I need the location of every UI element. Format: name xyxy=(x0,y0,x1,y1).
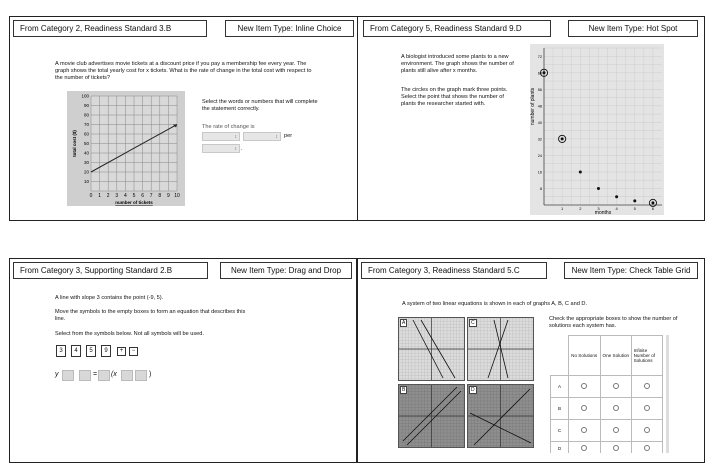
radio-d-infinite[interactable] xyxy=(631,442,662,454)
rate-denominator-dropdown[interactable] xyxy=(202,144,240,153)
data-point xyxy=(615,195,618,198)
radio-c-one[interactable] xyxy=(600,420,631,442)
panel-drag-and-drop xyxy=(9,258,357,463)
y-tick-label: 50 xyxy=(83,141,89,147)
y-tick-label: 90 xyxy=(83,103,89,109)
row-label-d: D xyxy=(551,442,569,454)
graph-c xyxy=(467,317,534,381)
data-point xyxy=(633,199,636,202)
x-tick-label: 2 xyxy=(106,193,110,199)
y-tick-label: 56 xyxy=(537,87,542,92)
panel-check-table-grid xyxy=(357,258,705,463)
x-tick-label: 6 xyxy=(651,206,655,211)
graph-d xyxy=(467,384,534,448)
y-axis-label: number of plants xyxy=(530,87,536,126)
x-tick-label: 6 xyxy=(141,193,144,199)
radio-c-none[interactable] xyxy=(569,420,600,442)
symbol-5[interactable]: 5 xyxy=(86,345,96,357)
symbol-3[interactable]: 3 xyxy=(56,345,66,357)
y-tick-label: 100 xyxy=(81,93,89,99)
scatter-graph xyxy=(530,44,664,215)
radio-icon[interactable] xyxy=(644,445,650,451)
row-label-c: C xyxy=(551,420,569,442)
y-tick-label: 64 xyxy=(537,71,542,76)
y-tick-label: 10 xyxy=(83,179,89,185)
equation-equals: = xyxy=(93,371,98,378)
y-tick-label: 16 xyxy=(537,170,542,175)
graph-b xyxy=(398,384,465,448)
radio-a-infinite[interactable] xyxy=(631,376,662,398)
period: . xyxy=(241,146,243,152)
question-prompt: A movie club advertises movie tickets at a discount price if you pay a membership fee every year. The graph shows the total yearly cost for x tickets. What is the rate of change in the total cost with respect to the number of tickets? xyxy=(55,61,312,81)
graph-label-c: C xyxy=(471,320,475,326)
drop-box-2[interactable] xyxy=(79,370,91,381)
dropdown-arrow-icon: ↕ xyxy=(275,134,278,140)
data-point xyxy=(597,187,600,190)
radio-b-one[interactable] xyxy=(600,398,631,420)
check-table xyxy=(550,335,663,453)
col-header-infinite-solutions: Infinite Number of Solutions xyxy=(631,336,662,376)
x-tick-label: 3 xyxy=(115,193,119,199)
line-graph-svg xyxy=(67,91,185,206)
x-tick-label: 1 xyxy=(561,206,564,211)
question-prompt-2: The circles on the graph mark three points. Select the point that shows the number of plants the researcher started with. xyxy=(401,87,508,107)
data-point xyxy=(579,170,582,173)
radio-d-none[interactable] xyxy=(569,442,600,454)
item-type-header: New Item Type: Check Table Grid xyxy=(564,262,698,279)
y-tick-label: 80 xyxy=(83,112,89,118)
x-tick-label: 3 xyxy=(597,206,600,211)
drop-box-5[interactable] xyxy=(135,370,147,381)
radio-icon[interactable] xyxy=(613,445,619,451)
y-axis-label: total cost ($) xyxy=(72,130,77,157)
graph-c-svg xyxy=(468,318,533,380)
y-tick-label: 30 xyxy=(83,160,89,166)
question-prompt-2: Move the symbols to the empty boxes to form an equation that describes this line. xyxy=(55,309,246,322)
x-tick-label: 9 xyxy=(167,193,170,199)
rate-value-dropdown[interactable] xyxy=(202,132,240,141)
radio-icon[interactable] xyxy=(581,383,587,389)
category-header: From Category 3, Readiness Standard 5.C xyxy=(361,262,547,279)
y-tick-label: 70 xyxy=(83,122,89,128)
radio-icon[interactable] xyxy=(644,405,650,411)
radio-icon[interactable] xyxy=(581,405,587,411)
x-tick-label: 5 xyxy=(633,206,636,211)
y-tick-label: 8 xyxy=(539,186,542,191)
item-type-header: New Item Type: Drag and Drop xyxy=(220,262,352,279)
question-prompt: A system of two linear equations is shown in each of graphs A, B, C and D. xyxy=(402,301,588,307)
instruction-text: Select the words or numbers that will complete the statement correctly. xyxy=(202,99,318,112)
panel-inline-choice xyxy=(9,16,358,221)
drop-box-4[interactable] xyxy=(121,370,133,381)
symbol-minus[interactable]: − xyxy=(129,347,138,356)
graph-a xyxy=(398,317,465,381)
symbol-9[interactable]: 9 xyxy=(101,345,111,357)
x-tick-label: 8 xyxy=(158,193,162,199)
symbol-plus[interactable]: + xyxy=(117,347,126,356)
x-tick-label: 5 xyxy=(132,193,136,199)
graph-label-b: B xyxy=(402,387,406,393)
radio-icon[interactable] xyxy=(613,427,619,433)
question-prompt-3: Select from the symbols below. Not all symbols will be used. xyxy=(55,331,204,337)
radio-b-infinite[interactable] xyxy=(631,398,662,420)
col-header-one-solution: One Solution xyxy=(600,336,631,376)
x-tick-label: 4 xyxy=(124,193,127,199)
graph-label-a: A xyxy=(402,320,406,326)
rate-label: The rate of change is xyxy=(202,124,255,130)
dropdown-arrow-icon: ↕ xyxy=(234,146,237,152)
y-tick-label: 40 xyxy=(537,120,542,125)
y-tick-label: 24 xyxy=(537,153,542,158)
item-type-header: New Item Type: Inline Choice xyxy=(225,20,354,37)
question-prompt-1: A line with slope 3 contains the point (-9, 5). xyxy=(55,295,164,301)
radio-c-infinite[interactable] xyxy=(631,420,662,442)
radio-a-one[interactable] xyxy=(600,376,631,398)
y-tick-label: 48 xyxy=(537,104,542,109)
graph-b-svg xyxy=(399,385,464,447)
equation-open-paren-x: (x xyxy=(111,371,117,378)
row-label-b: B xyxy=(551,398,569,420)
radio-icon[interactable] xyxy=(613,383,619,389)
scatter-graph-svg xyxy=(530,44,664,215)
data-point xyxy=(651,201,654,204)
radio-icon[interactable] xyxy=(581,427,587,433)
radio-d-one[interactable] xyxy=(600,442,631,454)
question-prompt-1: A biologist introduced some plants to a new environment. The graph shows the number of plants still alive after x months. xyxy=(401,54,514,74)
category-header: From Category 5, Readiness Standard 9.D xyxy=(363,20,551,37)
radio-icon[interactable] xyxy=(644,383,650,389)
category-header: From Category 2, Readiness Standard 3.B xyxy=(13,20,207,37)
x-tick-label: 7 xyxy=(149,193,153,199)
y-tick-label: 72 xyxy=(537,54,542,59)
graph-label-d: D xyxy=(471,387,475,393)
radio-icon[interactable] xyxy=(613,405,619,411)
graph-a-svg xyxy=(399,318,464,380)
data-point xyxy=(561,137,564,140)
check-grid-container[interactable] xyxy=(550,335,669,453)
radio-a-none[interactable] xyxy=(569,376,600,398)
y-tick-label: 20 xyxy=(83,169,89,175)
x-tick-label: 4 xyxy=(615,206,618,211)
panel-hot-spot xyxy=(357,16,705,221)
row-label-a: A xyxy=(551,376,569,398)
y-tick-label: 40 xyxy=(83,150,89,156)
x-tick-label: 1 xyxy=(98,193,101,199)
x-axis-label: months xyxy=(594,210,612,215)
radio-b-none[interactable] xyxy=(569,398,600,420)
equation-close-paren: ) xyxy=(149,371,152,378)
col-header-no-solutions: No Solutions xyxy=(569,336,600,376)
x-tick-label: 0 xyxy=(89,193,93,199)
x-axis-label: number of tickets xyxy=(115,200,153,205)
radio-icon[interactable] xyxy=(581,445,587,451)
data-point xyxy=(543,71,546,74)
graph-d-svg xyxy=(468,385,533,447)
x-tick-label: 10 xyxy=(174,193,180,199)
equation-y: y xyxy=(55,371,59,378)
drop-box-3[interactable] xyxy=(98,370,110,381)
category-header: From Category 3, Supporting Standard 2.B xyxy=(13,262,208,279)
symbol-4[interactable]: 4 xyxy=(71,345,81,357)
rate-unit-dropdown[interactable] xyxy=(243,132,281,141)
x-tick-label: 2 xyxy=(579,206,582,211)
dropdown-arrow-icon: ↕ xyxy=(234,134,237,140)
drop-box-1[interactable] xyxy=(62,370,74,381)
y-tick-label: 60 xyxy=(83,131,89,137)
instruction-text: Check the appropriate boxes to show the number of solutions each system has. xyxy=(549,316,678,329)
line-graph xyxy=(67,91,185,206)
item-type-header: New Item Type: Hot Spot xyxy=(568,20,698,37)
radio-icon[interactable] xyxy=(644,427,650,433)
corner-cell xyxy=(551,336,569,376)
per-label: per xyxy=(284,133,293,139)
y-tick-label: 32 xyxy=(537,137,542,142)
